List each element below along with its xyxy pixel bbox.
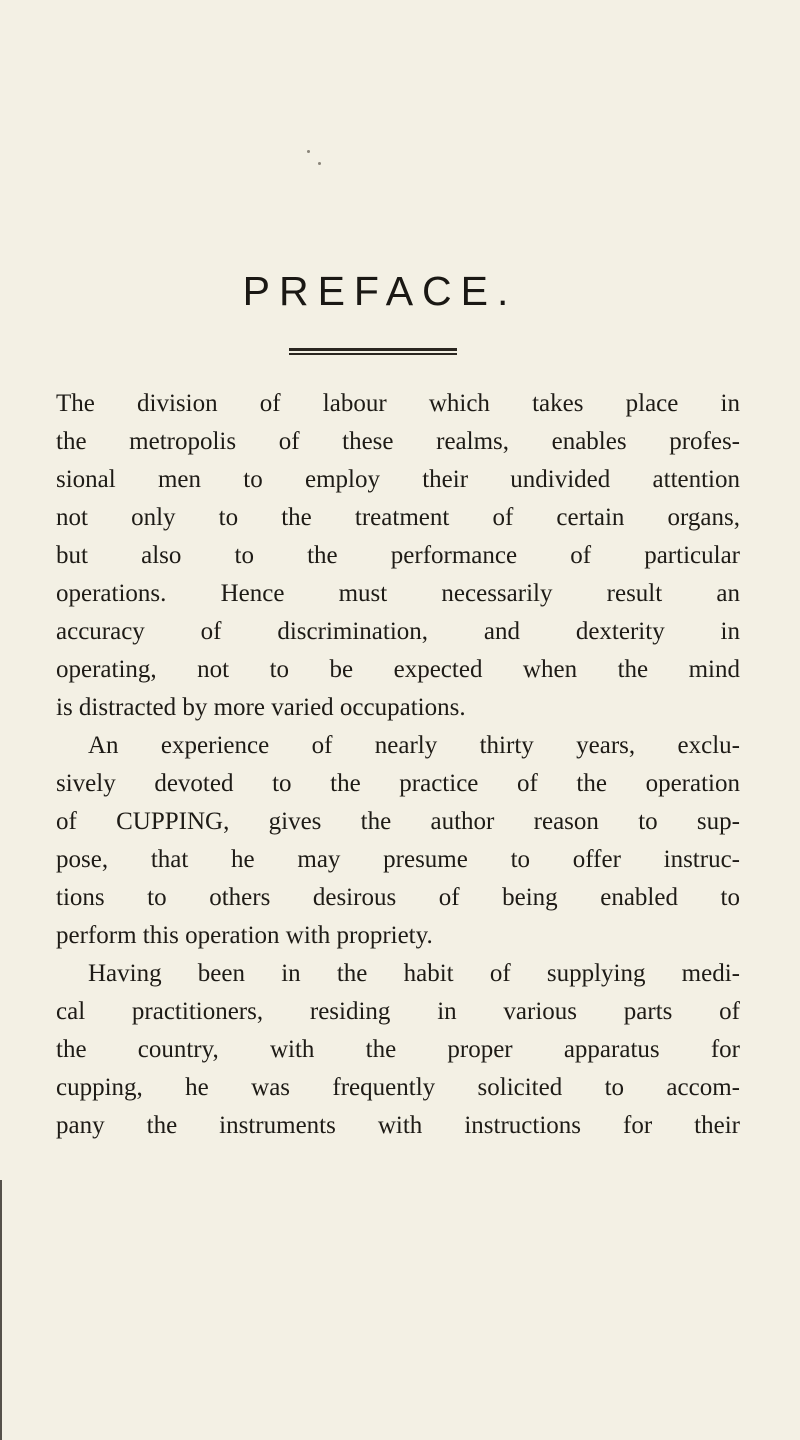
text-line: but also to the performance of particular <box>56 542 740 569</box>
text-line: cupping, he was frequently solicited to accom- <box>56 1074 740 1101</box>
text-line: not only to the treatment of certain organs, <box>56 504 740 531</box>
text-line: perform this operation with propriety. <box>56 922 433 949</box>
text-line: the country, with the proper apparatus for <box>56 1036 740 1063</box>
text-line: pany the instruments with instructions for their <box>56 1112 740 1139</box>
text-line: tions to others desirous of being enabled to <box>56 884 740 911</box>
heading-rule-thick <box>289 348 457 351</box>
text-line: Having been in the habit of supplying medi- <box>88 960 740 987</box>
page-edge-shadow <box>0 1180 2 1440</box>
paper-speck <box>318 162 321 165</box>
text-line: cal practitioners, residing in various parts of <box>56 998 740 1025</box>
heading-rule-thin <box>289 353 457 355</box>
text-line: The division of labour which takes place in <box>56 390 740 417</box>
paper-speck <box>307 150 310 153</box>
text-line: is distracted by more varied occupations. <box>56 694 466 721</box>
text-line: sional men to employ their undivided attention <box>56 466 740 493</box>
text-line: of CUPPING, gives the author reason to sup- <box>56 808 740 835</box>
text-line: the metropolis of these realms, enables profes- <box>56 428 740 455</box>
text-line: operating, not to be expected when the mind <box>56 656 740 683</box>
text-line: sively devoted to the practice of the operation <box>56 770 740 797</box>
text-line: An experience of nearly thirty years, exclu- <box>88 732 740 759</box>
text-line: accuracy of discrimination, and dexterity in <box>56 618 740 645</box>
page-heading: PREFACE. <box>242 268 518 314</box>
text-line: operations. Hence must necessarily result an <box>56 580 740 607</box>
text-line: pose, that he may presume to offer instruc- <box>56 846 740 873</box>
